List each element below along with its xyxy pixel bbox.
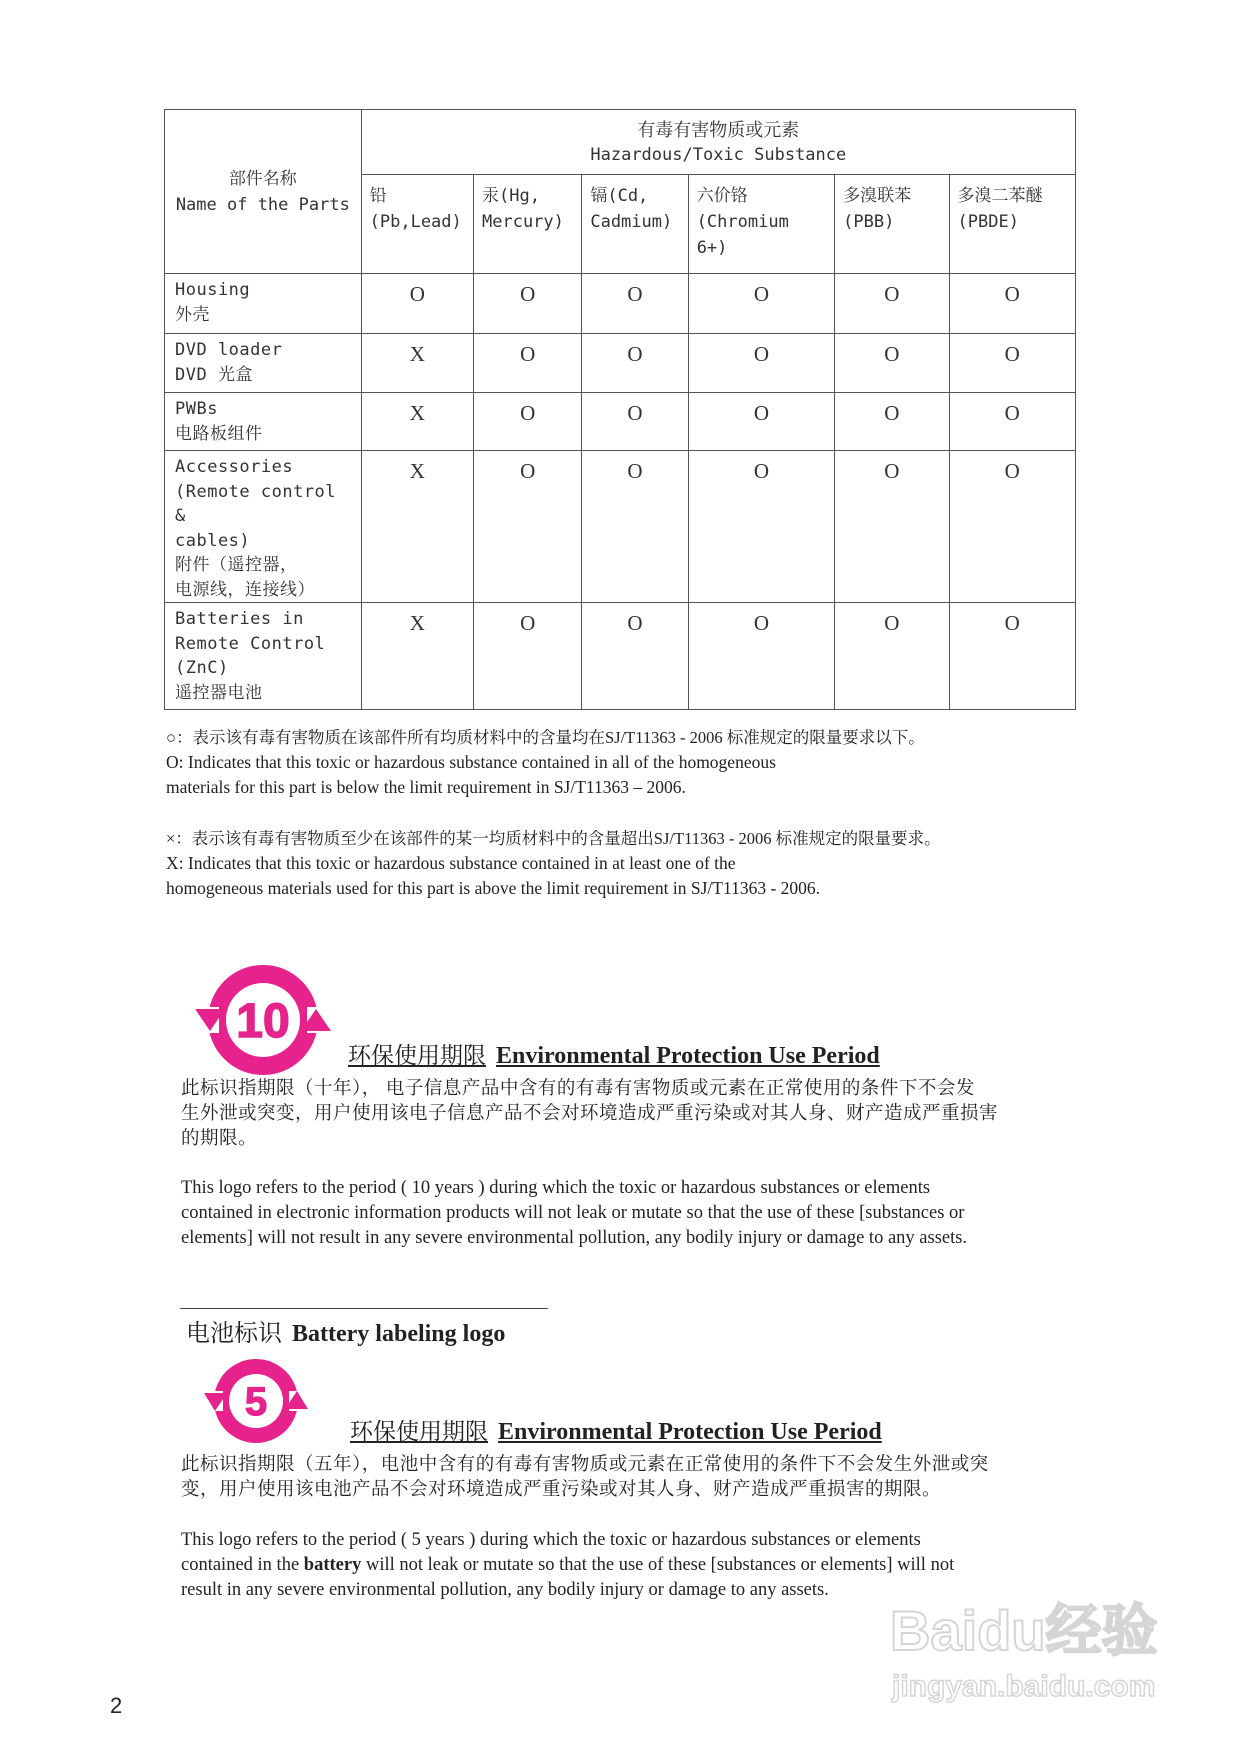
column-header-pbde <box>949 175 1075 274</box>
watermark-url: jingyan.baidu.com <box>892 1670 1156 1703</box>
mark-cell: O <box>582 451 688 603</box>
table-row <box>165 451 1076 603</box>
desc-line: result in any severe environmental pollution, any bodily injury or damage to any assets. <box>181 1580 829 1600</box>
part-name-cell <box>165 451 362 603</box>
product-period-desc-cn <box>181 1077 1081 1152</box>
parts-column-header <box>165 110 362 274</box>
desc-line <box>181 1553 1081 1578</box>
part-name-line: Accessories <box>175 457 294 477</box>
mark-cell: O <box>835 451 949 603</box>
mark-cell: O <box>949 274 1075 334</box>
desc-line: 此标识指期限（十年）， 电子信息产品中含有的有毒有害物质或元素在正常使用的条件下不会发 <box>181 1079 975 1099</box>
column-header-cn: 多溴二苯醚 <box>957 186 1043 206</box>
table-row <box>165 393 1076 451</box>
page-number: 2 <box>110 1693 123 1718</box>
product-period-title-en: Environmental Protection Use Period <box>496 1043 880 1069</box>
desc-line: This logo refers to the period ( 10 years ) during which the toxic or hazardous substances or elements <box>181 1178 931 1198</box>
column-header-en: (PBB) <box>843 212 895 232</box>
desc-line: 生外泄或突变，用户使用该电子信息产品不会对环境造成严重污染或对其人身、财产造成严重损害 <box>181 1104 999 1124</box>
column-header-en: Mercury) <box>482 212 564 232</box>
column-header-mercury <box>474 175 582 274</box>
part-name-line: (Remote control & <box>175 481 337 526</box>
note-o-cn <box>166 725 925 750</box>
battery-heading <box>186 1313 505 1348</box>
column-header-chromium <box>688 175 834 274</box>
substance-header-en: Hazardous/Toxic Substance <box>590 145 847 165</box>
epup-10-logo <box>193 955 333 1085</box>
mark-cell: O <box>582 603 688 710</box>
column-header-cn: 多溴联苯 <box>843 186 912 206</box>
logo-number: 10 <box>236 995 290 1048</box>
part-name-line: DVD 光盒 <box>175 364 253 385</box>
mark-cell: O <box>688 334 834 393</box>
mark-cell: O <box>688 603 834 710</box>
column-header-cn: 六价铬 <box>696 186 748 206</box>
mark-cell: X <box>361 603 473 710</box>
part-name-cell <box>165 274 362 334</box>
note-o-en-2: materials for this part is below the limit requirement in SJ/T11363 – 2006. <box>166 777 686 797</box>
part-name-line: PWBs <box>175 399 218 419</box>
parts-header-en: Name of the Parts <box>175 194 350 215</box>
note-x-cn <box>166 826 941 851</box>
note-o-en-1: O: Indicates that this toxic or hazardous substance contained in all of the homogeneous <box>166 752 776 772</box>
mark-cell: X <box>361 334 473 393</box>
part-name-line: Batteries in <box>175 609 304 629</box>
desc-line: elements] will not result in any severe environmental pollution, any bodily injury or damage to any assets. <box>181 1228 968 1248</box>
hazardous-substance-table <box>164 109 1076 710</box>
column-header-en: (Chromium 6+) <box>696 212 789 258</box>
battery-period-title-en: Environmental Protection Use Period <box>498 1419 882 1445</box>
product-period-title-cn: 环保使用期限 <box>348 1043 486 1069</box>
parts-header-cn: 部件名称 <box>228 168 297 189</box>
part-name-line: DVD loader <box>175 340 283 360</box>
battery-divider <box>180 1308 548 1309</box>
part-name-line: Remote Control <box>175 633 326 654</box>
product-period-title <box>348 1037 880 1070</box>
note-x-cn-text: ×：表示该有毒有害物质至少在该部件的某一均质材料中的含量超出SJ/T11363 - 2006 标准规定的限量要求。 <box>166 829 941 848</box>
column-header-lead <box>361 175 473 274</box>
table-row <box>165 603 1076 710</box>
desc-line: 变，用户使用该电池产品不会对环境造成严重污染或对其人身、财产造成严重损害的期限。 <box>181 1480 942 1500</box>
mark-cell: O <box>835 393 949 451</box>
battery-heading-en: Battery labeling logo <box>292 1321 506 1347</box>
desc-line: 此标识指期限（五年），电池中含有的有毒有害物质或元素在正常使用的条件下不会发生外泄或突 <box>181 1455 989 1475</box>
note-x-en-1: X: Indicates that this toxic or hazardous substance contained in at least one of the <box>166 853 736 873</box>
mark-cell: O <box>582 393 688 451</box>
table-row <box>165 274 1076 334</box>
part-name-line: 遥控器电池 <box>175 682 263 703</box>
mark-cell: O <box>474 393 582 451</box>
column-header-cn: 铅 <box>369 186 387 206</box>
mark-cell: O <box>582 274 688 334</box>
desc-bold-text: battery <box>303 1555 362 1575</box>
desc-text: will not leak or mutate so that the use of these [substances or elements] will not <box>361 1555 955 1575</box>
part-name-line: cables) <box>175 530 251 551</box>
column-header-cn: 镉(Cd, <box>590 186 649 206</box>
part-name-cell <box>165 603 362 710</box>
mark-cell: O <box>582 334 688 393</box>
part-name-line: Housing <box>175 280 251 300</box>
battery-period-title <box>350 1413 882 1446</box>
mark-cell: O <box>949 603 1075 710</box>
mark-cell: O <box>474 274 582 334</box>
substance-group-header <box>361 110 1075 175</box>
product-period-desc-en <box>181 1176 1081 1251</box>
desc-text: contained in the <box>181 1555 304 1575</box>
column-header-en: (PBDE) <box>957 212 1019 232</box>
mark-cell: O <box>474 334 582 393</box>
mark-cell: O <box>949 451 1075 603</box>
column-header-en: Cadmium) <box>590 212 673 232</box>
desc-line: This logo refers to the period ( 5 years ) during which the toxic or hazardous substances or elements <box>181 1530 921 1550</box>
note-x-en-2: homogeneous materials used for this part is above the limit requirement in SJ/T11363 - 2006. <box>166 878 821 898</box>
part-name-line: 电源线，连接线） <box>175 579 315 600</box>
table-row <box>165 334 1076 393</box>
desc-line: contained in electronic information products will not leak or mutate so that the use of these [substances or <box>181 1203 965 1223</box>
logo-number: 5 <box>244 1380 268 1424</box>
part-name-line: (ZnC) <box>175 658 229 678</box>
mark-cell: O <box>688 393 834 451</box>
mark-cell: O <box>835 334 949 393</box>
mark-cell: O <box>688 451 834 603</box>
mark-cell: O <box>361 274 473 334</box>
watermark-brand: Baidu经验 <box>890 1599 1158 1662</box>
mark-cell: X <box>361 451 473 603</box>
mark-cell: O <box>835 603 949 710</box>
mark-cell: O <box>949 334 1075 393</box>
mark-cell: O <box>949 393 1075 451</box>
column-header-cn: 汞(Hg, <box>482 186 540 206</box>
battery-period-desc-cn <box>181 1453 1081 1503</box>
substance-header-cn: 有毒有害物质或元素 <box>637 120 800 141</box>
column-header-pbb <box>835 175 949 274</box>
battery-heading-cn: 电池标识 <box>186 1319 282 1347</box>
mark-cell: O <box>474 603 582 710</box>
mark-cell: X <box>361 393 473 451</box>
part-name-line: 外壳 <box>175 304 210 325</box>
note-o-cn-text: ○：表示该有毒有害物质在该部件所有均质材料中的含量均在SJ/T11363 - 2006 标准规定的限量要求以下。 <box>166 728 925 747</box>
baidu-watermark <box>880 1588 1180 1708</box>
desc-line: 的期限。 <box>181 1129 258 1149</box>
part-name-cell <box>165 393 362 451</box>
part-name-line: 附件（遥控器， <box>175 555 298 575</box>
epup-5-logo <box>203 1353 309 1449</box>
mark-cell: O <box>688 274 834 334</box>
mark-cell: O <box>474 451 582 603</box>
part-name-line: 电路板组件 <box>175 423 263 444</box>
column-header-cadmium <box>582 175 688 274</box>
column-header-en: (Pb,Lead) <box>369 212 462 232</box>
part-name-cell <box>165 334 362 393</box>
mark-cell: O <box>835 274 949 334</box>
battery-period-title-cn: 环保使用期限 <box>350 1419 488 1445</box>
